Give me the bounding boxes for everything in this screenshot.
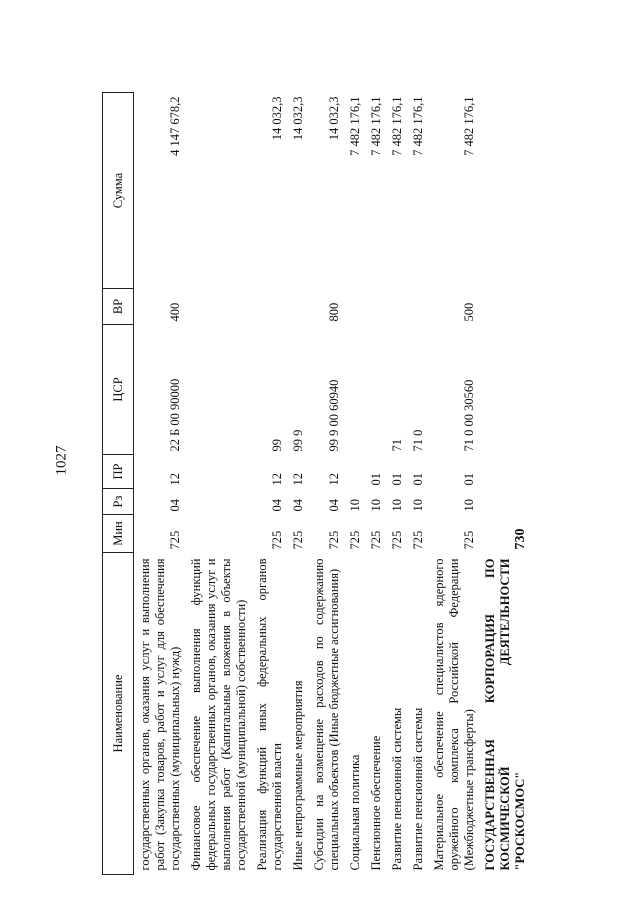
row-csr bbox=[344, 325, 365, 455]
row-vr bbox=[251, 289, 287, 325]
row-name: государственных органов, оказания услуг и выполнения работ (Закупка товаров, работ и услуг для обеспечения государственных (муниципальных) нужд) bbox=[138, 558, 182, 871]
row-vr: 400 bbox=[168, 302, 182, 322]
table-row bbox=[344, 93, 365, 875]
row-pr: 01 bbox=[390, 473, 404, 486]
row-pr bbox=[479, 455, 530, 489]
row-vr bbox=[185, 289, 251, 325]
row-vr bbox=[479, 289, 530, 325]
row-csr: 22 Б 00 90000 bbox=[168, 378, 182, 452]
row-name: Развитие пенсионной системы bbox=[390, 707, 404, 871]
row-rz: 04 bbox=[291, 499, 305, 512]
row-sum bbox=[185, 93, 251, 289]
table-row bbox=[185, 93, 251, 875]
row-pr: 01 bbox=[369, 473, 383, 486]
budget-table bbox=[102, 92, 530, 875]
row-rz bbox=[479, 489, 530, 515]
row-sum: 7 482 176,1 bbox=[369, 96, 383, 156]
table-row bbox=[308, 93, 344, 875]
table-row bbox=[407, 93, 428, 875]
row-rz: 04 bbox=[270, 499, 284, 512]
row-min: 725 bbox=[327, 530, 341, 550]
row-min: 725 bbox=[462, 530, 476, 550]
table-row bbox=[134, 93, 186, 875]
row-min: 725 bbox=[390, 530, 404, 550]
row-csr: 71 0 bbox=[411, 429, 425, 452]
header-vr: ВР bbox=[103, 289, 134, 325]
row-csr bbox=[365, 325, 386, 455]
table-header bbox=[103, 93, 134, 875]
header-csr: ЦСР bbox=[103, 325, 134, 455]
row-sum: 7 482 176,1 bbox=[411, 96, 425, 156]
row-min: 725 bbox=[411, 530, 425, 550]
row-sum: 7 482 176,1 bbox=[348, 96, 362, 156]
row-vr: 500 bbox=[462, 302, 476, 322]
row-vr: 800 bbox=[327, 302, 341, 322]
row-sum: 14 032,3 bbox=[327, 96, 341, 141]
page-number: 1027 bbox=[53, 445, 70, 476]
row-vr bbox=[287, 289, 308, 325]
row-pr: 12 bbox=[327, 473, 341, 486]
row-sum: 14 032,3 bbox=[291, 96, 305, 141]
table-row bbox=[287, 93, 308, 875]
row-rz: 10 bbox=[462, 499, 476, 512]
table-row bbox=[479, 93, 530, 875]
row-pr: 12 bbox=[270, 473, 284, 486]
row-csr: 99 9 00 60940 bbox=[327, 379, 341, 452]
row-sum: 7 482 176,1 bbox=[462, 96, 476, 156]
row-vr bbox=[344, 289, 365, 325]
row-name: Финансовое обеспечение выполнения функций федеральных государственных органов, оказания услуг и выполнения работ (Капитальные вложения в объекты государственной (муниципальной) собственности) bbox=[189, 558, 248, 871]
row-csr: 71 bbox=[390, 439, 404, 452]
header-rz: Рз bbox=[103, 489, 134, 515]
row-pr: 01 bbox=[462, 473, 476, 486]
row-min: 725 bbox=[168, 530, 182, 550]
row-csr bbox=[185, 325, 251, 455]
rotated-table-wrapper bbox=[102, 93, 627, 875]
row-rz: 04 bbox=[168, 499, 182, 512]
row-min bbox=[185, 515, 251, 553]
row-vr bbox=[386, 289, 407, 325]
row-rz: 10 bbox=[348, 499, 362, 512]
table-row bbox=[428, 93, 479, 875]
row-pr: 12 bbox=[291, 473, 305, 486]
row-sum bbox=[479, 93, 530, 289]
row-rz: 10 bbox=[411, 499, 425, 512]
row-name: Реализация функций иных федеральных органов государственной власти bbox=[255, 558, 284, 871]
table-row bbox=[251, 93, 287, 875]
header-sum: Сумма bbox=[103, 93, 134, 289]
row-name: Материальное обеспечение специалистов ядерного оружейного комплекса Российской Федерации (Межбюджетные трансферты) bbox=[432, 558, 476, 871]
row-pr: 12 bbox=[168, 473, 182, 486]
row-csr bbox=[479, 325, 530, 455]
row-vr bbox=[407, 289, 428, 325]
row-min: 725 bbox=[348, 530, 362, 550]
row-name: Пенсионное обеспечение bbox=[369, 735, 383, 871]
table-row bbox=[386, 93, 407, 875]
row-name: Иные непрограммные мероприятия bbox=[291, 680, 305, 871]
row-pr bbox=[185, 455, 251, 489]
table-body bbox=[134, 93, 531, 875]
header-pr: ПР bbox=[103, 455, 134, 489]
row-name: ГОСУДАРСТВЕННАЯ КОРПОРАЦИЯ ПО КОСМИЧЕСКОЙ ДЕЯТЕЛЬНОСТИ "РОСКОСМОС" bbox=[483, 558, 527, 871]
row-rz: 10 bbox=[390, 499, 404, 512]
row-rz: 04 bbox=[327, 499, 341, 512]
row-name: Социальная политика bbox=[348, 754, 362, 871]
row-csr: 71 0 00 30560 bbox=[462, 379, 476, 452]
row-pr: 01 bbox=[411, 473, 425, 486]
row-name: Развитие пенсионной системы bbox=[411, 707, 425, 871]
header-name: Наименование bbox=[103, 553, 134, 875]
row-min: 730 bbox=[513, 528, 528, 550]
row-pr bbox=[344, 455, 365, 489]
row-vr bbox=[365, 289, 386, 325]
row-csr: 99 9 bbox=[291, 429, 305, 452]
table-row bbox=[365, 93, 386, 875]
row-csr: 99 bbox=[270, 439, 284, 452]
row-sum: 7 482 176,1 bbox=[390, 96, 404, 156]
row-min: 725 bbox=[270, 530, 284, 550]
row-sum: 4 147 678,2 bbox=[168, 96, 182, 156]
row-name: Субсидии на возмещение расходов по содержанию специальных объектов (Иные бюджетные ассигнования) bbox=[312, 558, 341, 871]
row-min: 725 bbox=[369, 530, 383, 550]
row-sum: 14 032,3 bbox=[270, 96, 284, 141]
row-min: 725 bbox=[291, 530, 305, 550]
rotated-page-region bbox=[102, 93, 640, 871]
row-rz: 10 bbox=[369, 499, 383, 512]
header-min: Мин bbox=[103, 515, 134, 553]
row-rz bbox=[185, 489, 251, 515]
